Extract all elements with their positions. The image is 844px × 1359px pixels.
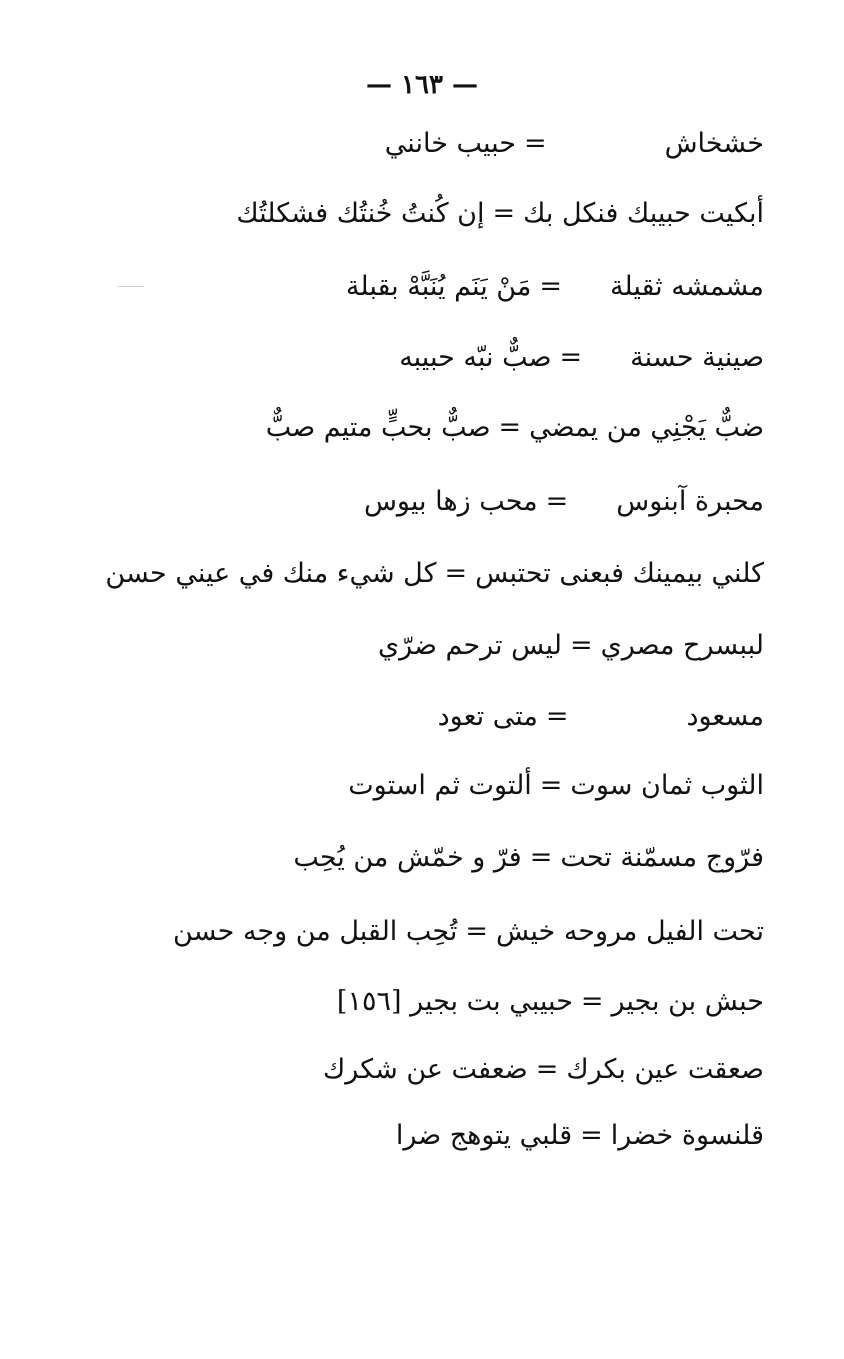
equals-sign: = <box>535 1054 559 1085</box>
verse-line-1-right: حبيب خانني <box>384 128 516 159</box>
verse-line-7-right: كل شيء منك في عيني حسن <box>105 558 437 589</box>
verse-line-11-right: فرّ و خمّش من يُحِب <box>293 842 522 873</box>
verse-line-13 <box>164 982 764 1022</box>
verse-line-8-right: ليس ترحم ضرّي <box>377 630 562 661</box>
equals-sign: = <box>444 558 468 589</box>
equals-sign: = <box>465 916 488 947</box>
verse-line-8 <box>164 626 764 666</box>
verse-line-10-right: ألتوت ثم استوت <box>348 770 532 801</box>
equals-sign: = <box>492 198 516 229</box>
verse-line-11 <box>164 838 764 878</box>
verse-line-1-left: خشخاش <box>664 128 764 159</box>
verse-line-12 <box>164 912 764 952</box>
verse-line-14-right: ضعفت عن شكرك <box>323 1054 528 1085</box>
verse-line-5-right: صبٌّ بحبٍّ متيم صبٌّ <box>265 412 491 443</box>
verse-line-9-left: مسعود <box>686 701 764 732</box>
verse-line-1 <box>164 124 764 164</box>
verse-line-4-left: صينية حسنة <box>630 342 764 373</box>
verse-line-3 <box>164 267 764 307</box>
verse-line-14-left: صعقت عين بكرك <box>566 1054 764 1085</box>
equals-sign: = <box>539 770 563 801</box>
margin-mark <box>118 286 144 287</box>
equals-sign: = <box>545 486 569 517</box>
verse-line-3-right: مَنْ يَنَم يُنَبَّهْ بقبلة <box>345 271 532 302</box>
verse-line-4-right: صبٌّ نبّه حبيبه <box>399 342 552 373</box>
verse-line-6-left: محبرة آبنوس <box>616 486 764 517</box>
equals-sign: = <box>569 630 593 661</box>
verse-line-5-left: ضبٌّ يَجْنِي من يمضي <box>529 412 764 443</box>
verse-line-12-right: تُحِب القبل من وجه حسن <box>173 916 458 947</box>
verse-line-9-right: متى تعود <box>437 701 538 732</box>
verse-line-5 <box>164 408 764 448</box>
verse-line-8-left: لببسرح مصري <box>600 630 764 661</box>
verse-line-7-left: كلني بيمينك فبعنى تحتبس <box>475 558 764 589</box>
equals-sign: = <box>580 986 604 1017</box>
verse-line-15-left: قلنسوة خضرا <box>610 1120 764 1151</box>
equals-sign: = <box>545 701 569 732</box>
verse-line-13-right: حبيبي بت بجير [١٥٦] <box>336 986 573 1017</box>
verse-line-6 <box>164 482 764 522</box>
equals-sign: = <box>580 1120 603 1151</box>
verse-line-10 <box>164 766 764 806</box>
verse-line-15 <box>164 1116 764 1156</box>
verse-line-12-left: تحت الفيل مروحه خيش <box>495 916 764 947</box>
page-number: — ١٦٣ — <box>365 70 479 100</box>
equals-sign: = <box>523 128 547 159</box>
verse-line-9 <box>164 697 764 737</box>
verse-line-6-right: محب زها بيوس <box>363 486 538 517</box>
equals-sign: = <box>529 842 553 873</box>
equals-sign: = <box>539 271 562 302</box>
verse-line-2-right: إن كُنتُ خُنتُك فشكلتُك <box>236 198 485 229</box>
verse-line-13-left: حبش بن بجير <box>611 986 764 1017</box>
verse-line-4 <box>164 338 764 378</box>
equals-sign: = <box>559 342 583 373</box>
verse-line-7 <box>105 554 764 594</box>
equals-sign: = <box>498 412 522 443</box>
verse-line-10-left: الثوب ثمان سوت <box>570 770 764 801</box>
verse-line-14 <box>164 1050 764 1090</box>
verse-line-15-right: قلبي يتوهج ضرا <box>395 1120 573 1151</box>
verse-line-2-left: أبكيت حبيبك فنكل بك <box>523 198 764 229</box>
verse-line-2 <box>164 194 764 234</box>
verse-line-3-left: مشمشه ثقيلة <box>609 271 764 302</box>
verse-line-11-left: فرّوج مسمّنة تحت <box>560 842 764 873</box>
